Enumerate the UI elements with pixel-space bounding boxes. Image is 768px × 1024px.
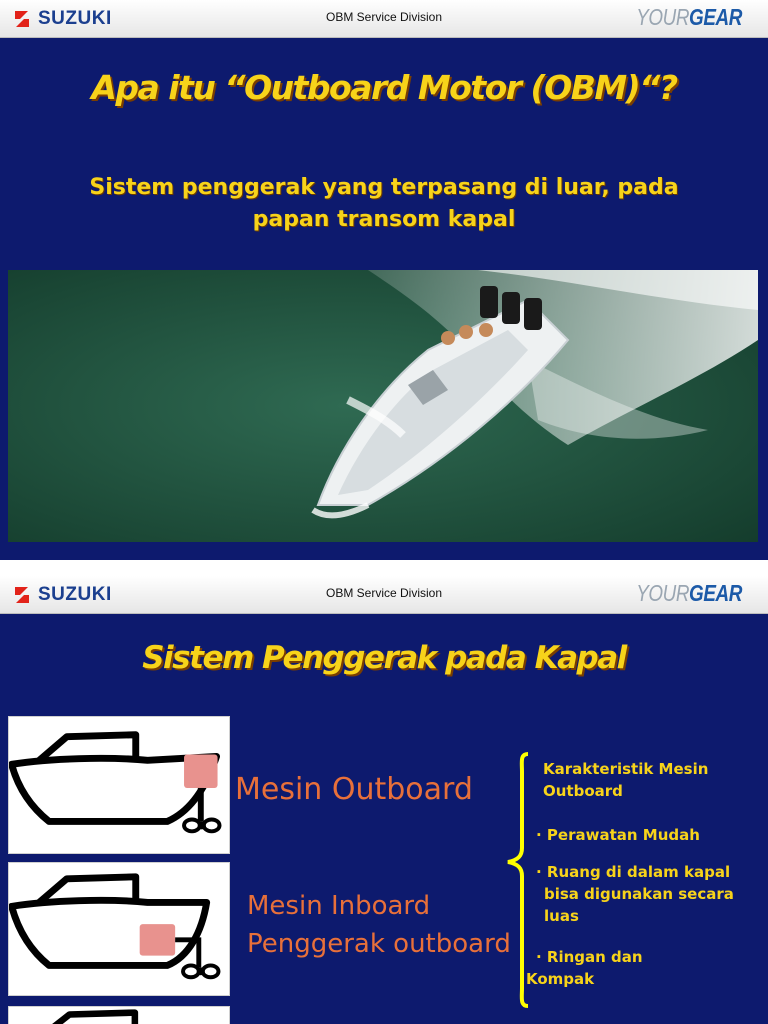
characteristics-title-line-1: Karakteristik Mesin: [543, 760, 709, 778]
tagline: [636, 4, 742, 31]
label-inboard-line-2: Penggerak outboard: [247, 929, 511, 959]
slide-2: [0, 576, 768, 1024]
label-mesin-outboard: Mesin Outboard: [235, 772, 473, 807]
slide-title: Apa itu “Outboard Motor (OBM)“?: [91, 68, 677, 107]
subtitle-line-1: Sistem penggerak yang terpasang di luar, pada: [89, 175, 679, 200]
tagline: [636, 580, 742, 607]
engine-block-icon: [140, 924, 175, 956]
item-2-line-1: · Ruang di dalam kapal: [536, 863, 731, 881]
item-2-line-2: bisa digunakan secara: [544, 885, 734, 903]
slide-subtitle: [0, 172, 768, 236]
propeller-icon: [184, 819, 200, 831]
label-mesin-inboard: [247, 887, 511, 963]
propeller-icon: [183, 965, 199, 977]
characteristic-item-1: · Perawatan Mudah: [536, 826, 700, 844]
inboard-boat-diagram: [8, 862, 230, 996]
item-2-line-3: luas: [544, 907, 579, 925]
item-3-line-1: · Ringan dan: [536, 948, 643, 966]
subtitle-line-2: papan transom kapal: [252, 207, 516, 232]
characteristic-item-3: [526, 946, 643, 990]
speedboat-photo: [8, 270, 758, 542]
logo-text: SUZUKI: [38, 584, 112, 605]
item-3-line-2: Kompak: [526, 970, 595, 988]
label-inboard-line-1: Mesin Inboard: [247, 891, 431, 921]
header-division: OBM Service Division: [325, 586, 443, 600]
header-division: OBM Service Division: [325, 10, 443, 24]
tagline-gear: GEAR: [689, 580, 742, 606]
engine-block-icon: [184, 754, 218, 788]
slide-title: Sistem Penggerak pada Kapal: [142, 640, 626, 676]
characteristics-title: [543, 758, 708, 802]
slide-header: [0, 576, 768, 614]
slide-header: [0, 0, 768, 38]
tagline-gear: GEAR: [689, 4, 742, 30]
logo-text: SUZUKI: [38, 8, 112, 29]
characteristic-item-2: [536, 861, 734, 927]
characteristics-title-line-2: Outboard: [543, 782, 623, 800]
boat-diagram-3: [8, 1006, 230, 1024]
tagline-your: YOUR: [636, 580, 690, 606]
outboard-boat-diagram: [8, 716, 230, 854]
tagline-your: YOUR: [636, 4, 690, 30]
